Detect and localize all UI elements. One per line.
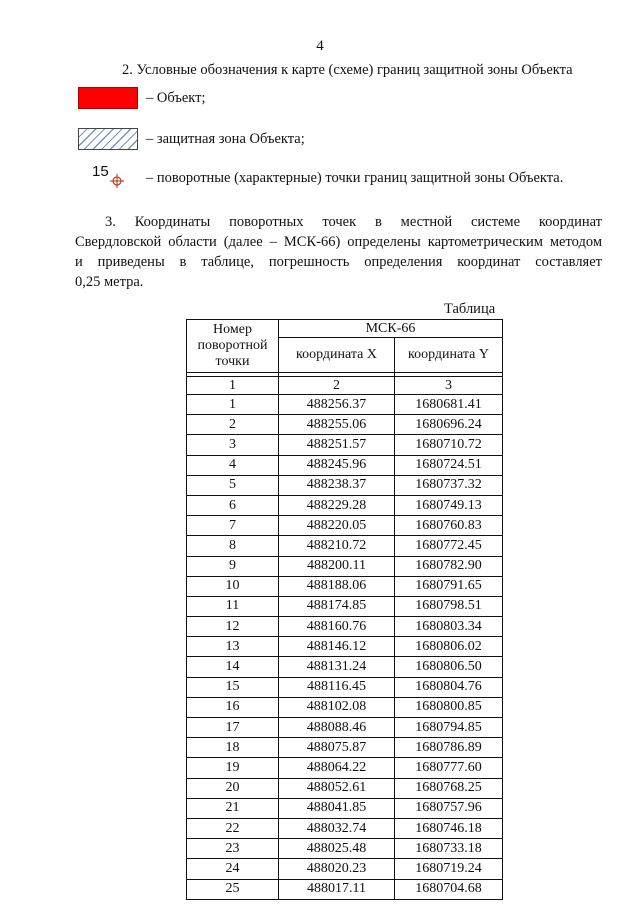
- coord-x-cell: 488102.08: [279, 697, 395, 717]
- coord-y-cell: 1680791.65: [395, 576, 503, 596]
- coord-x-cell: 488238.37: [279, 475, 395, 495]
- coord-x-cell: 488020.23: [279, 859, 395, 879]
- coord-y-cell: 1680710.72: [395, 435, 503, 455]
- table-row: [187, 516, 503, 536]
- coord-x-cell: 488256.37: [279, 395, 395, 415]
- point-number-cell: 11: [187, 596, 279, 616]
- table-row: [187, 475, 503, 495]
- point-marker-sample: [78, 165, 138, 191]
- coord-x-cell: 488041.85: [279, 798, 395, 818]
- index-cell-2: 2: [279, 377, 395, 395]
- page-number: 4: [316, 38, 324, 54]
- point-number-cell: 5: [187, 475, 279, 495]
- point-number-cell: 13: [187, 637, 279, 657]
- table-row: [187, 677, 503, 697]
- table-row: [187, 879, 503, 899]
- point-number-cell: 7: [187, 516, 279, 536]
- coord-y-cell: 1680786.89: [395, 738, 503, 758]
- coord-x-cell: 488210.72: [279, 536, 395, 556]
- table-row: [187, 718, 503, 738]
- table-row: [187, 778, 503, 798]
- legend-object-label: – Объект;: [146, 89, 206, 106]
- coord-x-cell: 488052.61: [279, 778, 395, 798]
- coord-y-cell: 1680737.32: [395, 475, 503, 495]
- table-row: [187, 839, 503, 859]
- point-marker-number: 15: [92, 163, 109, 180]
- table-row: [187, 758, 503, 778]
- point-number-cell: 22: [187, 818, 279, 838]
- protection-zone-hatch-swatch: [78, 128, 138, 150]
- coord-x-cell: 488220.05: [279, 516, 395, 536]
- coord-x-cell: 488025.48: [279, 839, 395, 859]
- coord-y-cell: 1680733.18: [395, 839, 503, 859]
- coord-x-cell: 488116.45: [279, 677, 395, 697]
- coord-y-cell: 1680749.13: [395, 495, 503, 515]
- point-number-cell: 12: [187, 617, 279, 637]
- coord-y-cell: 1680696.24: [395, 415, 503, 435]
- coord-y-cell: 1680704.68: [395, 879, 503, 899]
- coord-y-cell: 1680806.50: [395, 657, 503, 677]
- coord-y-cell: 1680800.85: [395, 697, 503, 717]
- index-cell-3: 3: [395, 377, 503, 395]
- header-point-number: Номер поворотной точки: [187, 320, 279, 373]
- table-row: [187, 596, 503, 616]
- point-number-cell: 17: [187, 718, 279, 738]
- point-number-cell: 24: [187, 859, 279, 879]
- point-number-cell: 2: [187, 415, 279, 435]
- table-row: [187, 818, 503, 838]
- table-row: [187, 556, 503, 576]
- section-3-line-2: Свердловской области (далее – МСК-66) определены картометрическим методом: [75, 234, 602, 250]
- coord-y-cell: 1680768.25: [395, 778, 503, 798]
- coord-y-cell: 1680760.83: [395, 516, 503, 536]
- section-2-heading: 2. Условные обозначения к карте (схеме) границ защитной зоны Объекта: [122, 62, 573, 78]
- table-row: [187, 395, 503, 415]
- coord-x-cell: 488064.22: [279, 758, 395, 778]
- section-3-line-4: 0,25 метра.: [75, 274, 144, 290]
- legend-item-protection-zone: [78, 128, 305, 150]
- coord-y-cell: 1680803.34: [395, 617, 503, 637]
- point-number-cell: 25: [187, 879, 279, 899]
- table-row: [187, 657, 503, 677]
- coordinates-rows: [187, 395, 503, 900]
- coord-x-cell: 488032.74: [279, 818, 395, 838]
- coord-y-cell: 1680746.18: [395, 818, 503, 838]
- coord-x-cell: 488017.11: [279, 879, 395, 899]
- coord-y-cell: 1680777.60: [395, 758, 503, 778]
- point-number-cell: 15: [187, 677, 279, 697]
- coord-y-cell: 1680681.41: [395, 395, 503, 415]
- point-number-cell: 4: [187, 455, 279, 475]
- coord-x-cell: 488188.06: [279, 576, 395, 596]
- crosshair-circle-icon: [110, 174, 124, 188]
- table-row: [187, 455, 503, 475]
- table-row: [187, 697, 503, 717]
- point-number-cell: 16: [187, 697, 279, 717]
- coord-x-cell: 488255.06: [279, 415, 395, 435]
- coord-x-cell: 488200.11: [279, 556, 395, 576]
- coord-y-cell: 1680719.24: [395, 859, 503, 879]
- table-row: [187, 617, 503, 637]
- point-number-cell: 14: [187, 657, 279, 677]
- coord-y-cell: 1680804.76: [395, 677, 503, 697]
- point-number-cell: 21: [187, 798, 279, 818]
- table-row: [187, 435, 503, 455]
- table-row: [187, 738, 503, 758]
- table-row: [187, 415, 503, 435]
- point-number-cell: 18: [187, 738, 279, 758]
- legend-points-label: – поворотные (характерные) точки границ защитной зоны Объекта.: [146, 169, 564, 186]
- point-number-cell: 20: [187, 778, 279, 798]
- point-number-cell: 19: [187, 758, 279, 778]
- table-row: [187, 798, 503, 818]
- coord-x-cell: 488251.57: [279, 435, 395, 455]
- coord-x-cell: 488146.12: [279, 637, 395, 657]
- coord-x-cell: 488229.28: [279, 495, 395, 515]
- coord-x-cell: 488174.85: [279, 596, 395, 616]
- table-row: [187, 495, 503, 515]
- coord-x-cell: 488160.76: [279, 617, 395, 637]
- header-coord-y: координата Y: [395, 338, 503, 373]
- table-caption: Таблица: [444, 301, 496, 317]
- coordinates-table: [186, 319, 503, 900]
- section-3-line-1: 3. Координаты поворотных точек в местной системе координат: [105, 214, 602, 230]
- section-3-paragraph: [75, 212, 602, 292]
- point-number-cell: 6: [187, 495, 279, 515]
- legend-item-turning-points: [78, 165, 563, 191]
- coord-y-cell: 1680757.96: [395, 798, 503, 818]
- coord-y-cell: 1680782.90: [395, 556, 503, 576]
- point-number-cell: 10: [187, 576, 279, 596]
- coord-y-cell: 1680794.85: [395, 718, 503, 738]
- header-msk66-group: МСК-66: [279, 320, 503, 338]
- point-number-cell: 9: [187, 556, 279, 576]
- point-number-cell: 23: [187, 839, 279, 859]
- coord-x-cell: 488088.46: [279, 718, 395, 738]
- table-row: [187, 576, 503, 596]
- table-row: [187, 859, 503, 879]
- coord-x-cell: 488245.96: [279, 455, 395, 475]
- legend-item-object: [78, 87, 206, 109]
- coord-x-cell: 488075.87: [279, 738, 395, 758]
- table-row: [187, 637, 503, 657]
- coord-x-cell: 488131.24: [279, 657, 395, 677]
- object-red-swatch: [78, 87, 138, 109]
- coord-y-cell: 1680772.45: [395, 536, 503, 556]
- section-3-line-3: и приведены в таблице, погрешность определения координат составляет: [75, 254, 602, 270]
- index-cell-1: 1: [187, 377, 279, 395]
- point-number-cell: 1: [187, 395, 279, 415]
- table-row: [187, 536, 503, 556]
- coord-y-cell: 1680806.02: [395, 637, 503, 657]
- coord-y-cell: 1680798.51: [395, 596, 503, 616]
- header-coord-x: координата X: [279, 338, 395, 373]
- coord-y-cell: 1680724.51: [395, 455, 503, 475]
- point-number-cell: 3: [187, 435, 279, 455]
- legend-zone-label: – защитная зона Объекта;: [146, 130, 305, 147]
- point-number-cell: 8: [187, 536, 279, 556]
